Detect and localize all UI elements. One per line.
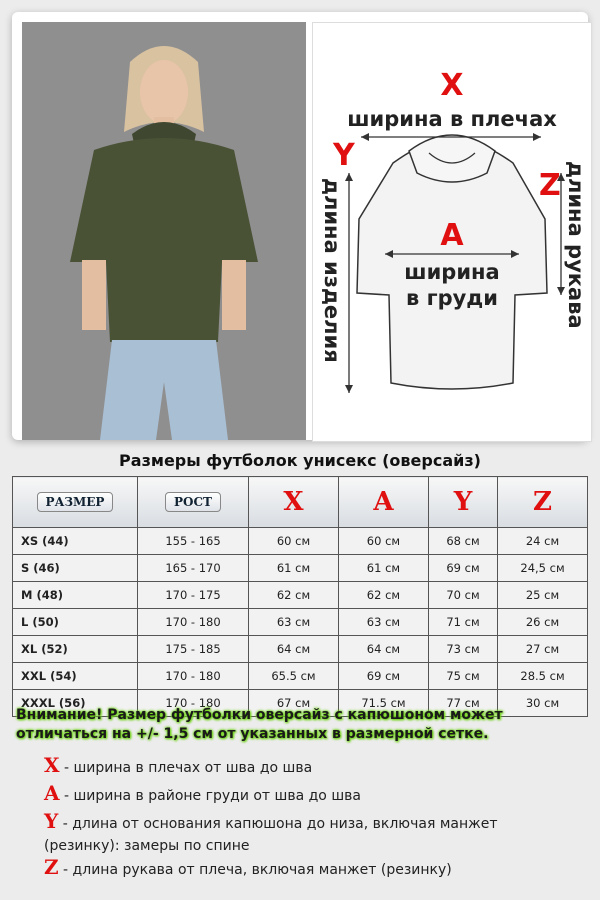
cell: 170 - 180	[138, 690, 249, 717]
size-chart-title: Размеры футболок унисекс (оверсайз)	[119, 451, 481, 470]
header-z: Z	[498, 477, 588, 528]
cell: 26 см	[498, 609, 588, 636]
cell: XXXL (56)	[13, 690, 138, 717]
diagram-y-label: длина изделия	[320, 178, 344, 363]
header-x: X	[249, 477, 339, 528]
cell: 61 см	[338, 555, 428, 582]
cell: 24 см	[498, 528, 588, 555]
cell: 68 см	[428, 528, 497, 555]
diagram-a-label-2: в груди	[406, 286, 498, 310]
cell: 30 см	[498, 690, 588, 717]
diagram-x-letter: X	[440, 68, 464, 103]
cell: 62 см	[338, 582, 428, 609]
diagram-z-label: длина рукава	[564, 161, 588, 329]
header-y: Y	[428, 477, 497, 528]
cell: 70 см	[428, 582, 497, 609]
table-row	[13, 636, 588, 663]
cell: 28.5 см	[498, 663, 588, 690]
table-header-row	[13, 477, 588, 528]
cell: L (50)	[13, 609, 138, 636]
warning-line-1: Внимание! Размер футболки оверсайз с капюшоном может	[16, 707, 503, 723]
size-table	[12, 476, 588, 717]
header-a: A	[338, 477, 428, 528]
cell: 75 см	[428, 663, 497, 690]
measurement-diagram	[312, 22, 592, 442]
cell: M (48)	[13, 582, 138, 609]
table-row	[13, 528, 588, 555]
product-card	[12, 12, 588, 440]
legend-text-z: - длина рукава от плеча, включая манжет (резинку)	[58, 862, 452, 878]
legend-letter-z: Z	[44, 855, 59, 879]
warning-note	[16, 706, 586, 744]
cell: S (46)	[13, 555, 138, 582]
header-height: РОСТ	[138, 477, 249, 528]
cell: 60 см	[249, 528, 339, 555]
cell: 71 см	[428, 609, 497, 636]
legend-text-y-2: (резинку): замеры по спине	[44, 838, 250, 854]
cell: 77 см	[428, 690, 497, 717]
cell: 73 см	[428, 636, 497, 663]
cell: 64 см	[249, 636, 339, 663]
cell: 170 - 180	[138, 609, 249, 636]
cell: 27 см	[498, 636, 588, 663]
table-row	[13, 663, 588, 690]
model-photo	[22, 22, 306, 440]
legend-letter-x: X	[44, 753, 60, 777]
cell: 65.5 см	[249, 663, 339, 690]
legend-text-x: - ширина в плечах от шва до шва	[59, 760, 313, 776]
cell: 165 - 170	[138, 555, 249, 582]
cell: 71.5 см	[338, 690, 428, 717]
legend-text-y: - длина от основания капюшона до низа, включая манжет	[58, 816, 498, 832]
legend-letter-a: A	[44, 781, 60, 805]
legend-item-a	[44, 782, 584, 807]
warning-line-2: отличаться на +/- 1,5 см от указанных в размерной сетке.	[16, 726, 489, 742]
cell: 61 см	[249, 555, 339, 582]
cell: 60 см	[338, 528, 428, 555]
legend-item-y	[44, 810, 584, 857]
legend-letter-y: Y	[44, 809, 59, 833]
cell: 69 см	[428, 555, 497, 582]
table-row	[13, 582, 588, 609]
cell: 69 см	[338, 663, 428, 690]
cell: 24,5 см	[498, 555, 588, 582]
cell: 155 - 165	[138, 528, 249, 555]
legend-item-z	[44, 856, 584, 881]
legend-text-a: - ширина в районе груди от шва до шва	[59, 788, 361, 804]
diagram-a-letter: A	[440, 218, 464, 253]
diagram-x-label: ширина в плечах	[347, 107, 557, 131]
cell: XL (52)	[13, 636, 138, 663]
cell: 62 см	[249, 582, 339, 609]
cell: 175 - 185	[138, 636, 249, 663]
diagram-y-letter: Y	[333, 138, 355, 173]
header-size: РАЗМЕР	[13, 477, 138, 528]
cell: 25 см	[498, 582, 588, 609]
cell: 170 - 175	[138, 582, 249, 609]
legend-item-x	[44, 754, 584, 779]
cell: XXL (54)	[13, 663, 138, 690]
table-row	[13, 555, 588, 582]
cell: 170 - 180	[138, 663, 249, 690]
cell: 63 см	[338, 609, 428, 636]
cell: XS (44)	[13, 528, 138, 555]
diagram-z-letter: Z	[539, 168, 561, 203]
cell: 67 см	[249, 690, 339, 717]
diagram-a-label-1: ширина	[404, 260, 500, 284]
cell: 63 см	[249, 609, 339, 636]
table-row	[13, 609, 588, 636]
cell: 64 см	[338, 636, 428, 663]
